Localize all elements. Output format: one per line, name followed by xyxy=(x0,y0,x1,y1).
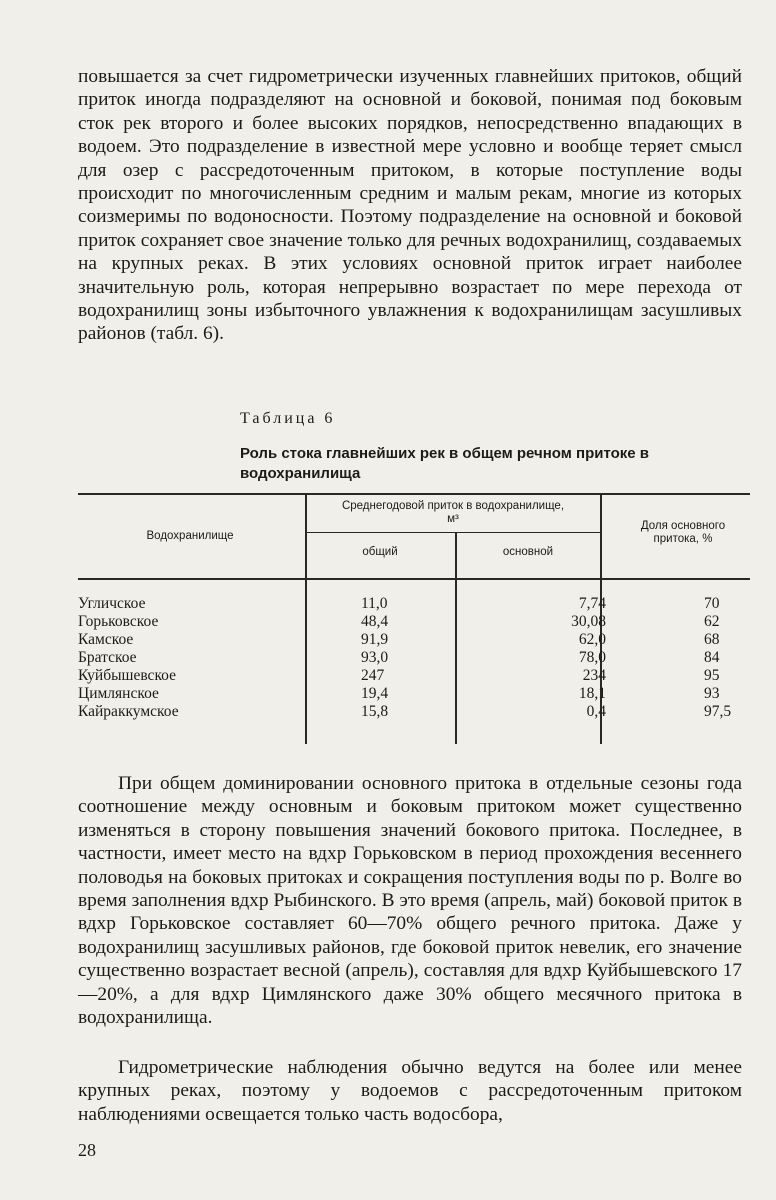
table-body xyxy=(78,595,748,721)
total-inflow: 15,8 xyxy=(361,703,389,720)
header-total: общий xyxy=(362,546,398,558)
main-share: 70 xyxy=(704,595,720,612)
main-inflow: 7,74 xyxy=(578,595,606,612)
total-inflow: 11,0 xyxy=(361,595,388,612)
reservoir-name: Камское xyxy=(78,631,134,648)
main-inflow: 0,4 xyxy=(586,703,606,720)
reservoir-name: Куйбышевское xyxy=(78,667,177,684)
main-inflow: 62,0 xyxy=(578,631,606,648)
header-main: основной xyxy=(502,546,554,558)
reservoir-name: Братское xyxy=(78,649,137,666)
total-inflow: 19,4 xyxy=(361,685,389,702)
table-row xyxy=(78,631,748,649)
total-inflow: 91,9 xyxy=(361,631,389,648)
reservoir-name: Цимлянское xyxy=(78,685,159,702)
main-share: 95 xyxy=(704,667,720,684)
table-number: Таблица 6 xyxy=(240,410,336,427)
reservoir-name: Горьковское xyxy=(78,613,159,630)
paragraph-intro: повышается за счет гидрометрически изученных главнейших притоков, общий приток иногда подразделяют на основной и боковой, понимая под боковым сток рек второго и более высоких порядков, непосредственно впадающих в водоем. Это подразделение в известной мере условно и вообще теряет смысл для озер с рассредоточенным притоком, в которые поступление воды происходит по многочисленным средним и малым рекам, многие из которых соизмеримы по водоносности. Поэтому подразделение на основной и боковой приток сохраняет свое значение только для речных водохранилищ, создаваемых на крупных реках. В этих условиях основной приток играет наиболее значительную роль, которая непрерывно возрастает по мере перехода от водохранилищ зоны избыточного увлажнения к водохранилищам засушливых районов (табл. 6). xyxy=(78,66,742,345)
table-title: Роль стока главнейших рек в общем речном притоке в водохранилища xyxy=(240,445,650,482)
paragraph-observations: Гидрометрические наблюдения обычно ведутся на более или менее крупных реках, поэтому у водоемов с рассредоточенным притоком наблюдениями освещается только часть водосбора, xyxy=(78,1057,742,1125)
table-row xyxy=(78,595,748,613)
header-inflow-group: Среднегодовой приток в водохранилище, м³ xyxy=(341,500,565,525)
table-row xyxy=(78,703,748,721)
reservoir-name: Кайраккумское xyxy=(78,703,179,720)
page-number: 28 xyxy=(78,1140,96,1160)
paragraph-seasonal: При общем доминировании основного притока в отдельные сезоны года соотношение между основным и боковым притоком может существенно изменяться в сторону повышения значений бокового притока. Последнее, в частности, имеет место на вдхр Горьковском в период прохождения весеннего половодья на боковых притоках и сокращения поступления воды по р. Волге во время заполнения вдхр Рыбинского. В это время (апрель, май) боковой приток в вдхр Горьковское составляет 60—70% общего речного притока. Даже у водохранилищ засушливых районов, где боковой приток невелик, его значение существенно возрастает весной (апрель), составляя для вдхр Куйбышевского 17—20%, а для вдхр Цимлянского даже 30% общего месячного притока в водохранилища. xyxy=(78,773,742,1029)
main-share: 97,5 xyxy=(704,703,732,720)
table-row xyxy=(78,685,748,703)
main-inflow: 234 xyxy=(582,667,606,684)
main-inflow: 78,0 xyxy=(578,649,606,666)
main-share: 93 xyxy=(704,685,720,702)
table-row xyxy=(78,649,748,667)
total-inflow: 93,0 xyxy=(361,649,389,666)
reservoir-name: Угличское xyxy=(78,595,146,612)
header-reservoir: Водохранилище xyxy=(146,530,234,542)
table-group-rule xyxy=(305,532,601,533)
total-inflow: 247 xyxy=(361,667,385,684)
main-share: 68 xyxy=(704,631,720,648)
main-inflow: 18,1 xyxy=(578,685,606,702)
total-inflow: 48,4 xyxy=(361,613,389,630)
main-inflow: 30,08 xyxy=(571,613,606,630)
table-header-bottom-rule xyxy=(78,578,750,580)
table-top-rule xyxy=(78,493,750,495)
header-share: Доля основного притока, % xyxy=(640,520,726,545)
table-row xyxy=(78,667,748,685)
main-share: 84 xyxy=(704,649,720,666)
main-share: 62 xyxy=(704,613,720,630)
table-row xyxy=(78,613,748,631)
